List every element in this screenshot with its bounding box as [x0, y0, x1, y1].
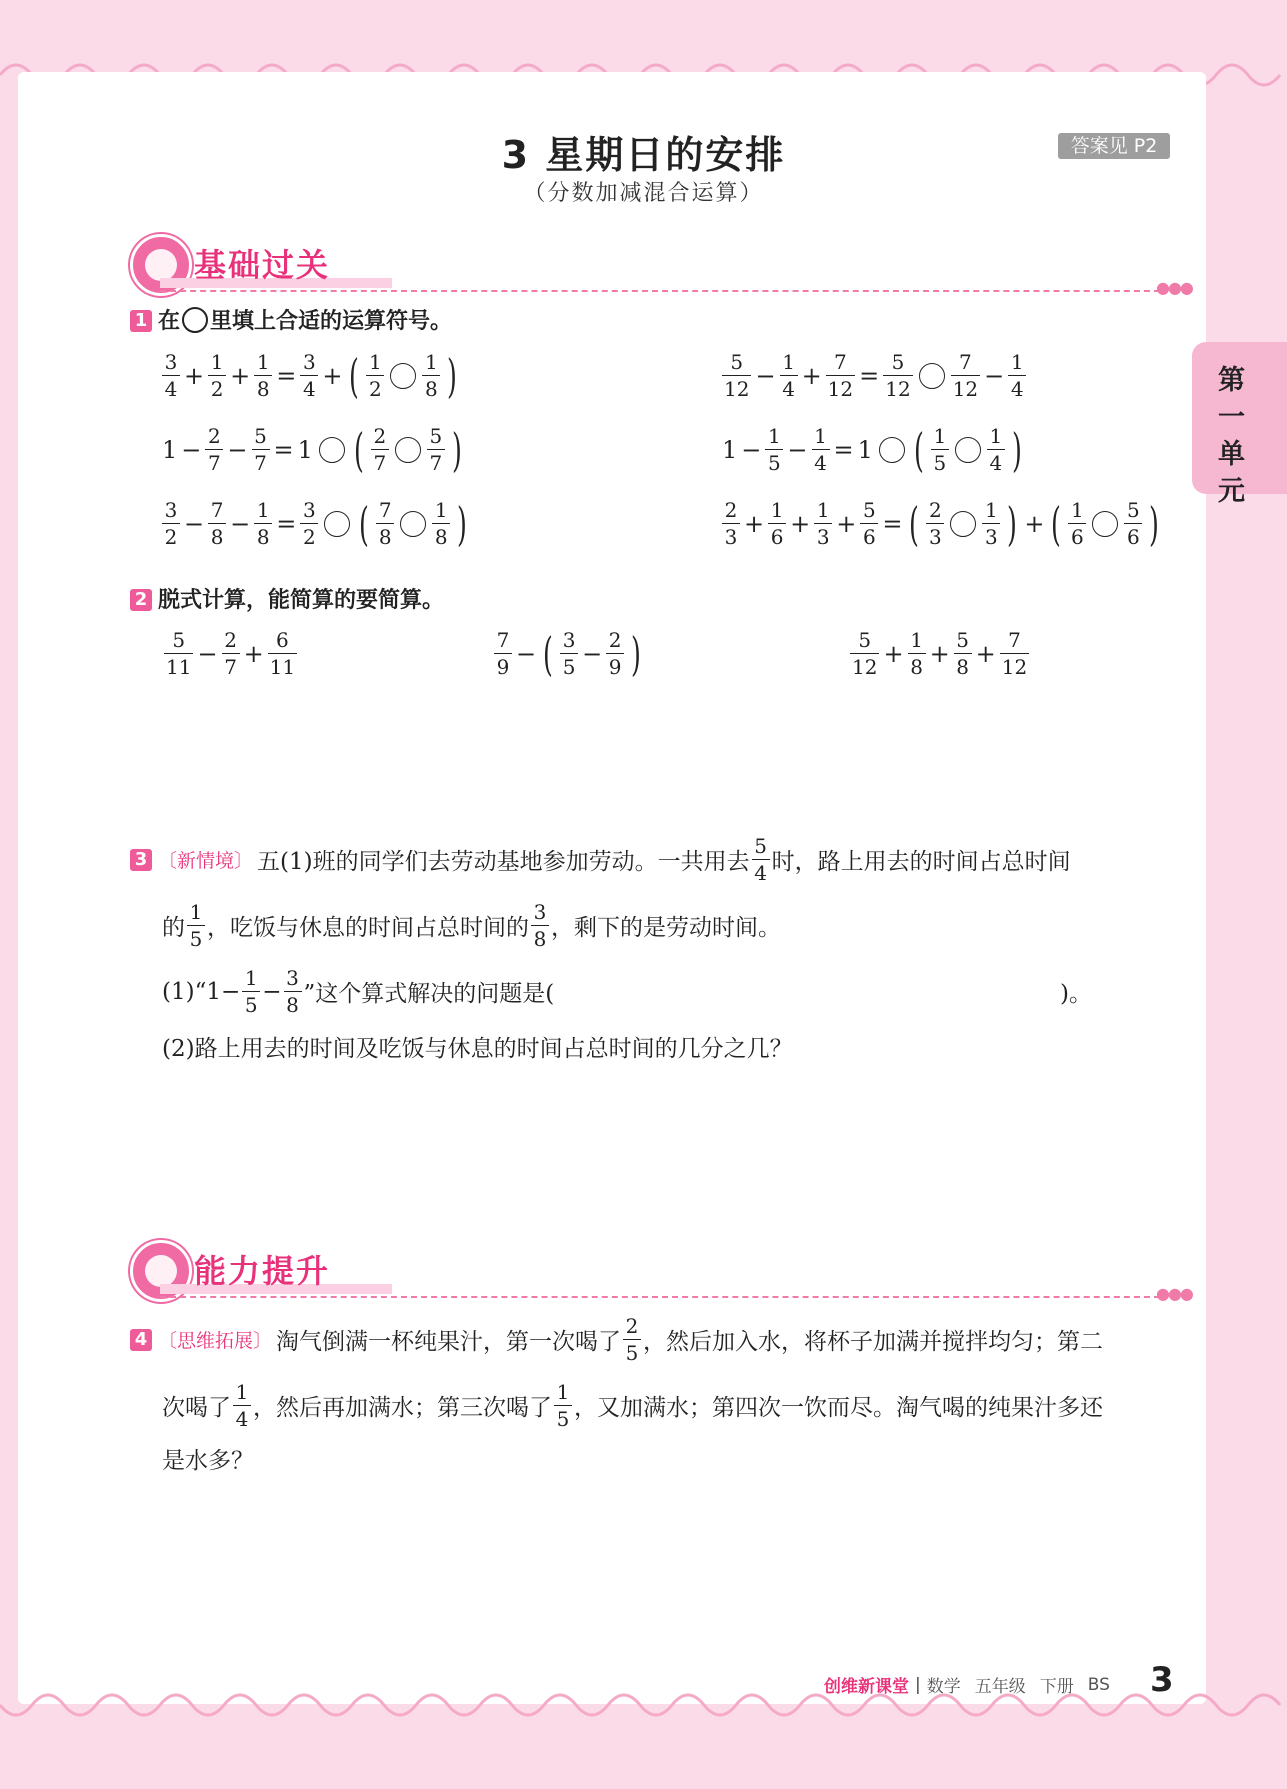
fraction-numerator: 7 — [378, 498, 392, 522]
parenthesis: ( — [543, 626, 554, 681]
fraction-denominator: 8 — [254, 375, 272, 399]
unit-side-tab-label: 第一单元 — [1218, 365, 1245, 507]
math-symbol: 1 — [722, 435, 738, 464]
math-symbol: − — [741, 435, 762, 464]
parenthesis: ( — [1051, 496, 1062, 551]
fraction — [722, 500, 740, 547]
fraction — [164, 630, 193, 677]
fraction-denominator: 7 — [371, 449, 389, 473]
fraction-numerator: 7 — [834, 350, 847, 374]
fraction-numerator: 3 — [562, 628, 576, 652]
footer-grade: 五年级 — [974, 1677, 1026, 1697]
math-symbol: 1 — [857, 435, 873, 464]
q1-expr-r1-left — [160, 348, 462, 403]
fraction — [376, 500, 394, 547]
fraction — [252, 426, 270, 473]
fraction — [162, 352, 180, 399]
dots-icon: ●●● — [1156, 1284, 1192, 1303]
fraction — [284, 968, 302, 1015]
fraction-numerator: 6 — [276, 628, 289, 652]
fraction — [982, 500, 1000, 547]
fraction-numerator: 2 — [625, 1314, 639, 1338]
fraction-numerator: 1 — [814, 424, 827, 448]
question-4-line-1 — [130, 1316, 1103, 1363]
q2-expr-3 — [848, 630, 1031, 677]
q1-expr-r2-right — [720, 422, 1027, 477]
fraction — [606, 630, 624, 677]
section-header-basic — [130, 234, 1190, 304]
fraction-denominator: 11 — [269, 655, 296, 679]
fraction-numerator: 5 — [862, 498, 876, 522]
q3-sub1-b: ”这个算式解决的问题是( — [303, 981, 555, 1007]
fraction-numerator: 1 — [235, 1380, 249, 1404]
parenthesis: ) — [447, 348, 458, 403]
fraction — [860, 500, 878, 547]
fraction-denominator: 7 — [427, 449, 445, 473]
fraction — [300, 352, 318, 399]
fraction-numerator: 1 — [425, 350, 438, 374]
q4-line2-a: 次喝了 — [162, 1395, 231, 1421]
fraction-numerator: 1 — [434, 498, 448, 522]
math-symbol: + — [836, 509, 857, 538]
question-tag: 〔思维拓展〕 — [158, 1330, 273, 1352]
math-symbol: = — [276, 361, 297, 390]
fraction-numerator: 5 — [429, 424, 443, 448]
fraction-numerator: 1 — [1071, 498, 1084, 522]
fraction-numerator: 5 — [254, 424, 267, 448]
fraction-denominator: 6 — [860, 523, 878, 547]
fraction-numerator: 3 — [302, 498, 316, 522]
fraction-numerator: 1 — [256, 498, 270, 522]
fraction — [208, 500, 226, 547]
fraction-numerator: 1 — [189, 900, 203, 924]
fraction-numerator: 1 — [782, 350, 795, 374]
fraction-denominator: 8 — [531, 925, 549, 949]
fraction — [1000, 630, 1029, 677]
fraction-denominator: 4 — [162, 375, 180, 399]
fraction-numerator: 2 — [208, 424, 221, 448]
fraction-denominator: 2 — [366, 375, 384, 399]
math-symbol: 1 — [297, 435, 313, 464]
fraction — [954, 630, 972, 677]
fraction — [814, 500, 832, 547]
fraction-denominator: 12 — [724, 377, 750, 401]
q4-line1-b: ，然后加入水，将杯子加满并搅拌均匀；第二 — [643, 1329, 1104, 1355]
fraction — [623, 1316, 641, 1363]
math-symbol: = — [276, 509, 297, 538]
fraction — [205, 426, 223, 473]
parenthesis: ( — [909, 496, 920, 551]
section-title-basic: 基础过关 — [194, 246, 331, 284]
unit-side-tab — [1192, 342, 1287, 507]
fraction — [242, 968, 260, 1015]
answer-circle-blank[interactable] — [879, 437, 905, 463]
fraction-numerator: 2 — [608, 628, 622, 652]
fraction-denominator: 8 — [908, 653, 926, 677]
math-symbol: + — [801, 361, 822, 390]
math-symbol: − — [984, 361, 1005, 390]
parenthesis: ) — [1149, 496, 1160, 551]
q4-line2-c: ，又加满水；第四次一饮而尽。淘气喝的纯果汁多还 — [574, 1395, 1103, 1421]
fraction-denominator: 2 — [162, 523, 180, 547]
question-1-prompt — [130, 306, 452, 338]
fraction — [765, 426, 783, 473]
q1-text-before: 在 — [158, 309, 181, 334]
question-3-sub-1 — [162, 968, 1092, 1015]
q3-sub1-minus: − — [262, 978, 282, 1005]
fraction — [1068, 500, 1086, 547]
math-symbol: − — [787, 435, 808, 464]
fraction — [233, 1382, 251, 1429]
fraction-numerator: 2 — [929, 498, 942, 522]
fraction-denominator: 7 — [252, 449, 270, 473]
math-symbol: − — [184, 509, 205, 538]
fraction-numerator: 3 — [286, 966, 299, 990]
fraction — [926, 500, 944, 547]
fraction-denominator: 12 — [952, 377, 979, 401]
math-symbol: = — [833, 435, 854, 464]
parenthesis: ) — [451, 422, 462, 477]
fraction-denominator: 8 — [432, 523, 450, 547]
fraction-numerator: 1 — [816, 498, 830, 522]
fraction-numerator: 5 — [858, 628, 872, 652]
fraction-denominator: 12 — [852, 655, 878, 679]
footer-volume: 下册 — [1039, 1677, 1074, 1697]
fraction — [883, 352, 912, 399]
fraction-numerator: 7 — [1008, 628, 1021, 652]
page-number: 3 — [1150, 1660, 1174, 1700]
math-symbol: + — [1024, 509, 1045, 538]
question-4-line-3: 是水多？ — [162, 1448, 254, 1474]
q3-line1-a: 五(1)班的同学们去劳动基地参加劳动。一共用去 — [257, 849, 750, 875]
fraction-numerator: 1 — [768, 424, 781, 448]
fraction-denominator: 2 — [208, 375, 226, 399]
q1-expr-r3-right — [720, 496, 1164, 551]
fraction-denominator: 7 — [222, 653, 240, 677]
fraction-denominator: 5 — [242, 991, 260, 1015]
parenthesis: ) — [1007, 496, 1018, 551]
fraction — [554, 1382, 572, 1429]
fraction-denominator: 8 — [254, 523, 272, 547]
fraction-numerator: 5 — [891, 350, 905, 374]
fraction — [722, 352, 751, 399]
fraction-denominator: 4 — [987, 449, 1005, 473]
fraction — [427, 426, 445, 473]
fraction-numerator: 7 — [496, 628, 510, 652]
fraction — [254, 352, 272, 399]
fraction — [208, 352, 226, 399]
fraction — [812, 426, 830, 473]
math-symbol: + — [184, 361, 205, 390]
question-3-line-2 — [162, 902, 781, 949]
footer-brand: 创维新课堂 — [824, 1677, 909, 1697]
fraction-denominator: 8 — [208, 523, 226, 547]
fraction-denominator: 12 — [885, 377, 911, 401]
parenthesis: ) — [457, 496, 468, 551]
fraction-denominator: 6 — [768, 523, 786, 547]
fraction-denominator: 5 — [931, 449, 949, 473]
question-4-line-2 — [162, 1382, 1103, 1429]
math-symbol: − — [516, 639, 537, 668]
math-symbol: 1 — [162, 435, 178, 464]
math-symbol: − — [755, 361, 776, 390]
fraction-denominator: 5 — [187, 925, 205, 949]
page-subtitle: （分数加减混合运算） — [523, 181, 764, 206]
fraction — [300, 500, 318, 547]
fraction-denominator: 4 — [780, 375, 798, 399]
fraction-numerator: 5 — [754, 834, 767, 858]
answer-circle-blank[interactable] — [400, 511, 426, 537]
question-number: 4 — [130, 1329, 152, 1351]
fraction-numerator: 1 — [989, 424, 1003, 448]
q1-expr-r1-right — [720, 352, 1028, 399]
answer-circle-blank[interactable] — [955, 437, 981, 463]
parenthesis: ( — [349, 348, 360, 403]
math-symbol: − — [582, 639, 603, 668]
fraction-denominator: 3 — [926, 523, 944, 547]
fraction-denominator: 5 — [554, 1405, 572, 1429]
fraction-numerator: 5 — [172, 628, 186, 652]
math-symbol: − — [230, 509, 251, 538]
fraction — [560, 630, 578, 677]
math-symbol: + — [929, 639, 950, 668]
fraction-numerator: 1 — [1010, 350, 1024, 374]
fraction-denominator: 9 — [606, 653, 624, 677]
fraction-numerator: 1 — [933, 424, 947, 448]
q3-line2-c: ，剩下的是劳动时间。 — [551, 915, 781, 941]
answer-circle-blank[interactable] — [919, 363, 945, 389]
math-symbol: + — [975, 639, 996, 668]
fraction-denominator: 4 — [1008, 375, 1026, 399]
fraction-denominator: 3 — [814, 523, 832, 547]
q1-expr-r3-left — [160, 496, 472, 551]
fraction-numerator: 1 — [556, 1380, 570, 1404]
question-number: 1 — [130, 310, 152, 332]
answer-circle-blank[interactable] — [395, 437, 421, 463]
fraction — [780, 352, 798, 399]
math-symbol: + — [322, 361, 343, 390]
fraction — [531, 902, 549, 949]
fraction-denominator: 5 — [765, 449, 783, 473]
fraction-numerator: 1 — [244, 966, 258, 990]
math-symbol: + — [744, 509, 765, 538]
question-3-sub-2: (2)路上用去的时间及吃饭与休息的时间占总时间的几分之几？ — [162, 1036, 793, 1062]
q4-line1-a: 淘气倒满一杯纯果汁，第一次喝了 — [276, 1329, 622, 1355]
q2-expr-2 — [492, 626, 646, 681]
math-symbol: + — [243, 639, 264, 668]
fraction — [826, 352, 855, 399]
math-symbol: + — [230, 361, 251, 390]
math-symbol: + — [790, 509, 811, 538]
fraction — [908, 630, 926, 677]
fraction — [987, 426, 1005, 473]
fraction-denominator: 5 — [623, 1339, 641, 1363]
math-symbol: = — [859, 361, 880, 390]
fraction — [494, 630, 512, 677]
answer-circle-blank[interactable] — [950, 511, 976, 537]
fraction-numerator: 5 — [956, 628, 970, 652]
fraction-denominator: 9 — [494, 653, 512, 677]
fraction-denominator: 4 — [233, 1405, 251, 1429]
question-2-prompt — [130, 585, 444, 617]
q3-sub1-c: )。 — [1060, 981, 1092, 1007]
fraction-numerator: 1 — [369, 350, 382, 374]
q3-line2-b: ，吃饭与休息的时间占总时间的 — [207, 915, 529, 941]
fraction-numerator: 1 — [256, 350, 270, 374]
math-symbol: − — [181, 435, 202, 464]
fraction-numerator: 5 — [730, 350, 744, 374]
fraction — [366, 352, 384, 399]
page-footer: 创维新课堂 | 数学 五年级 下册 BS — [824, 1672, 1110, 1697]
fraction — [752, 836, 770, 883]
fraction-denominator: 12 — [827, 377, 854, 401]
fraction-numerator: 1 — [910, 628, 923, 652]
fraction-denominator: 8 — [284, 991, 302, 1015]
answer-circle-blank[interactable] — [319, 437, 345, 463]
fraction — [371, 426, 389, 473]
fraction-numerator: 7 — [959, 350, 972, 374]
parenthesis: ) — [631, 626, 642, 681]
fraction-denominator: 3 — [722, 523, 740, 547]
fraction-numerator: 2 — [724, 498, 738, 522]
q2-text: 脱式计算，能简算的要简算。 — [158, 588, 445, 613]
fraction — [1124, 500, 1142, 547]
fraction-denominator: 4 — [812, 449, 830, 473]
q3-line1-b: 时，路上用去的时间占总时间 — [771, 849, 1071, 875]
fraction — [1008, 352, 1026, 399]
fraction-denominator: 8 — [376, 523, 394, 547]
math-symbol: − — [197, 639, 218, 668]
fraction — [187, 902, 205, 949]
fraction — [268, 630, 297, 677]
answer-circle-blank[interactable] — [324, 511, 350, 537]
math-symbol: = — [882, 509, 903, 538]
fraction-numerator: 2 — [373, 424, 387, 448]
dots-icon: ●●● — [1156, 278, 1192, 297]
parenthesis: ( — [353, 422, 364, 477]
fraction-numerator: 3 — [533, 900, 547, 924]
fraction — [254, 500, 272, 547]
page-title: 3 星期日的安排 — [501, 133, 786, 177]
fraction — [931, 426, 949, 473]
fraction-denominator: 8 — [954, 653, 972, 677]
fraction-numerator: 3 — [164, 350, 178, 374]
fraction-denominator: 4 — [300, 375, 318, 399]
fraction — [422, 352, 440, 399]
math-symbol: = — [273, 435, 294, 464]
fraction — [162, 500, 180, 547]
fraction-numerator: 3 — [302, 350, 316, 374]
fraction-numerator: 5 — [1127, 498, 1140, 522]
q1-text-after: 里填上合适的运算符号。 — [210, 309, 453, 334]
section-header-advanced — [130, 1240, 1190, 1310]
fraction — [850, 630, 879, 677]
math-symbol: + — [883, 639, 904, 668]
question-tag: 〔新情境〕 — [158, 850, 254, 872]
fraction-denominator: 6 — [1124, 523, 1142, 547]
question-3-line-1 — [130, 836, 1071, 883]
fraction-numerator: 7 — [210, 498, 224, 522]
fraction — [768, 500, 786, 547]
fraction-denominator: 3 — [982, 523, 1000, 547]
fraction-denominator: 2 — [300, 523, 318, 547]
q2-expr-1 — [162, 630, 299, 677]
fraction-denominator: 7 — [205, 449, 223, 473]
fraction — [432, 500, 450, 547]
fraction-numerator: 1 — [210, 350, 224, 374]
fraction-numerator: 1 — [985, 498, 998, 522]
question-number: 3 — [130, 849, 152, 871]
fraction-denominator: 5 — [560, 653, 578, 677]
q1-expr-r2-left — [160, 422, 467, 477]
footer-subject: 数学 — [926, 1677, 961, 1697]
parenthesis: ( — [359, 496, 370, 551]
fraction-denominator: 6 — [1068, 523, 1086, 547]
answer-circle-blank[interactable] — [1092, 511, 1118, 537]
parenthesis: ( — [913, 422, 924, 477]
math-symbol: − — [227, 435, 248, 464]
fraction — [951, 352, 980, 399]
fraction-denominator: 12 — [1001, 655, 1028, 679]
answer-reference-tag: 答案见 P2 — [1058, 133, 1170, 159]
blank-circle-icon — [182, 307, 208, 333]
fraction-denominator: 8 — [422, 375, 440, 399]
footer-edition: BS — [1087, 1674, 1110, 1695]
fraction — [222, 630, 240, 677]
question-number: 2 — [130, 589, 152, 611]
fraction-numerator: 2 — [224, 628, 237, 652]
q3-sub1-a: (1)“1− — [162, 978, 241, 1005]
fraction-numerator: 1 — [770, 498, 784, 522]
q3-line2-a: 的 — [162, 915, 185, 941]
answer-circle-blank[interactable] — [390, 363, 416, 389]
fraction-numerator: 3 — [164, 498, 178, 522]
q4-line2-b: ，然后再加满水；第三次喝了 — [253, 1395, 552, 1421]
fraction-denominator: 11 — [166, 655, 192, 679]
fraction-denominator: 4 — [752, 859, 770, 883]
section-title-advanced: 能力提升 — [194, 1252, 331, 1290]
parenthesis: ) — [1011, 422, 1022, 477]
